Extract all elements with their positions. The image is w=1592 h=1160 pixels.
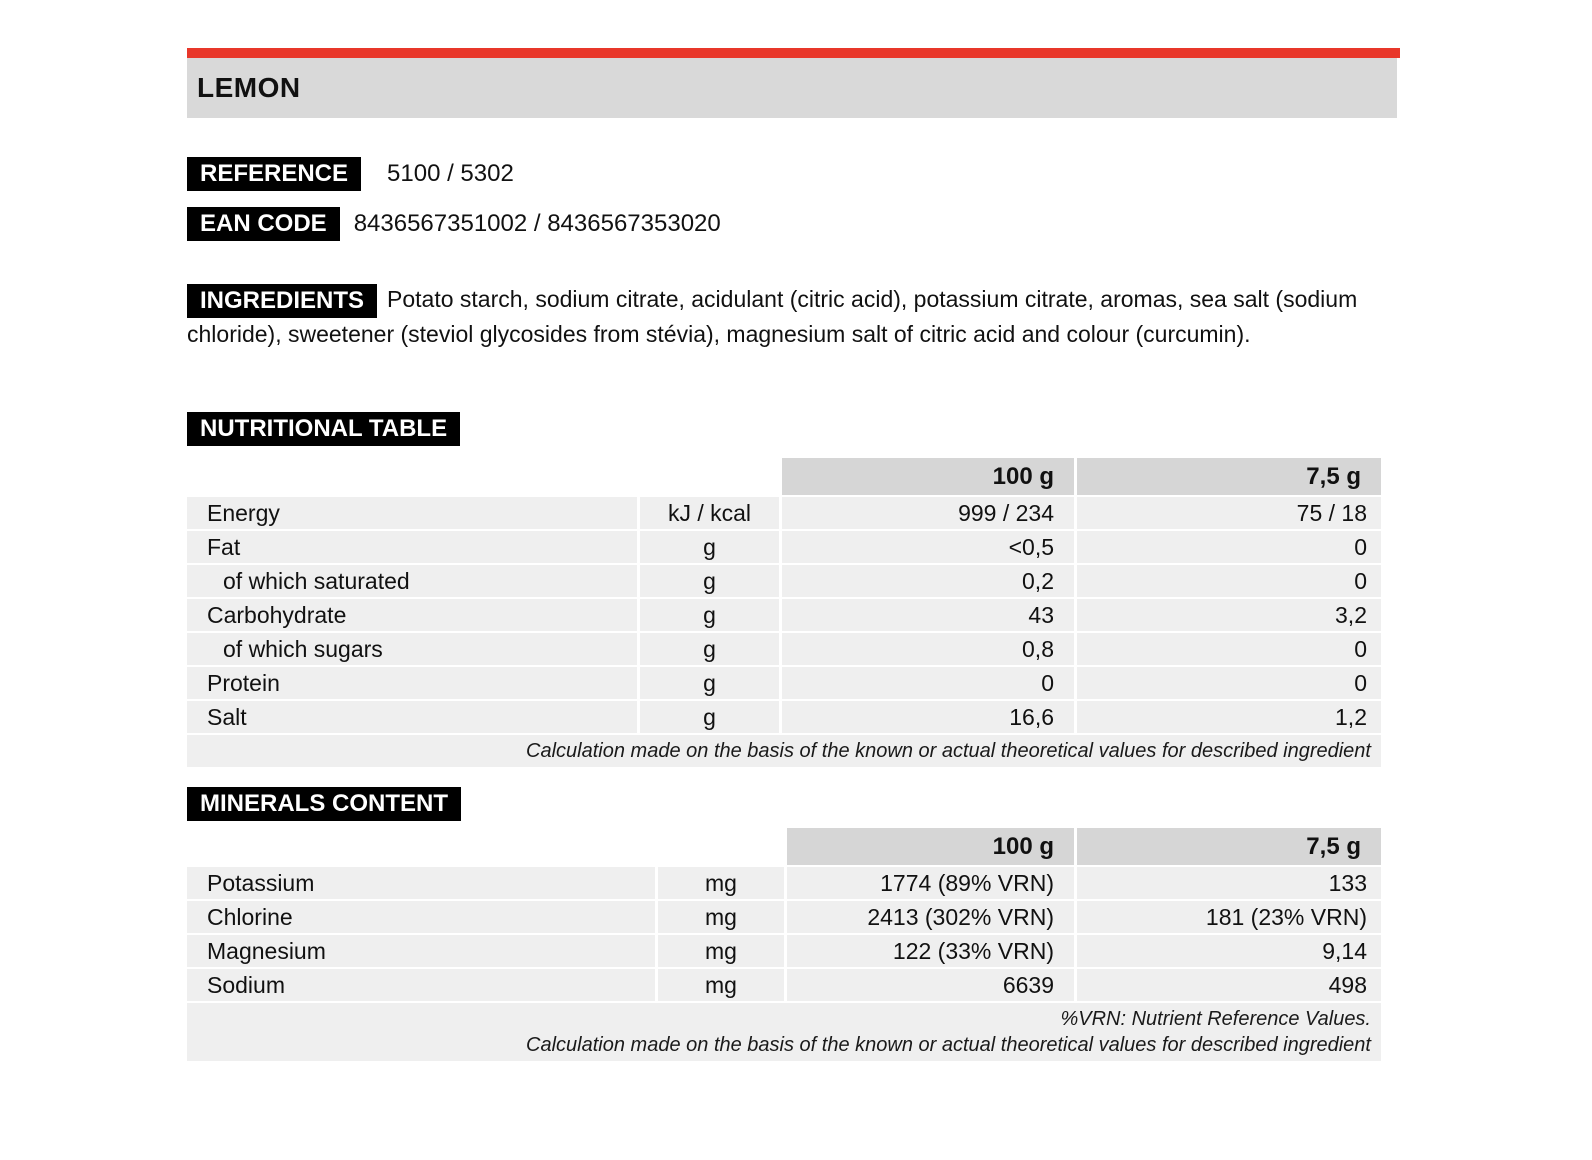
table-row xyxy=(187,497,1381,529)
ean-code-row xyxy=(187,207,721,241)
table-row xyxy=(187,901,1381,933)
row-unit: mg xyxy=(658,969,784,1001)
row-unit: mg xyxy=(658,901,784,933)
row-value-100g: 0,2 xyxy=(782,565,1074,597)
table-row xyxy=(187,969,1381,1001)
nutritional-table-title-badge: NUTRITIONAL TABLE xyxy=(187,412,460,446)
row-value-7-5g: 498 xyxy=(1077,969,1381,1001)
top-accent-bar xyxy=(187,48,1400,58)
row-value-7-5g: 181 (23% VRN) xyxy=(1077,901,1381,933)
table-row xyxy=(187,633,1381,665)
table-row xyxy=(187,701,1381,733)
row-value-100g: 1774 (89% VRN) xyxy=(787,867,1074,899)
ean-code-label-badge: EAN CODE xyxy=(187,207,340,241)
row-unit: mg xyxy=(658,867,784,899)
ean-code-value: 8436567351002 / 8436567353020 xyxy=(353,210,721,237)
header-spacer-label xyxy=(187,458,637,495)
row-label: Fat xyxy=(187,531,637,563)
row-unit: g xyxy=(640,531,779,563)
nutritional-table-header-row xyxy=(187,458,1381,495)
row-value-7-5g: 0 xyxy=(1077,565,1381,597)
row-label: Carbohydrate xyxy=(187,599,637,631)
row-label: Salt xyxy=(187,701,637,733)
row-value-100g: 43 xyxy=(782,599,1074,631)
reference-row xyxy=(187,157,514,191)
row-value-100g: 2413 (302% VRN) xyxy=(787,901,1074,933)
header-spacer-label xyxy=(187,828,655,865)
row-value-100g: 999 / 234 xyxy=(782,497,1074,529)
nutritional-table-footnote xyxy=(187,735,1381,767)
row-unit: g xyxy=(640,701,779,733)
row-value-7-5g: 0 xyxy=(1077,633,1381,665)
row-value-100g: 6639 xyxy=(787,969,1074,1001)
table-row xyxy=(187,599,1381,631)
row-label: Magnesium xyxy=(187,935,655,967)
header-spacer-unit xyxy=(640,458,779,495)
table-row xyxy=(187,565,1381,597)
row-value-100g: 122 (33% VRN) xyxy=(787,935,1074,967)
nutritional-table xyxy=(187,458,1381,767)
ingredients-text: Potato starch, sodium citrate, acidulant (citric acid), potassium citrate, aromas, sea salt (sodium chloride), sweetener (steviol glycosides from stévia), magnesium salt of citric acid and colour (curcumin). xyxy=(187,286,1358,347)
footnote-text: Calculation made on the basis of the known or actual theoretical values for described ingredient xyxy=(526,740,1371,762)
table-row xyxy=(187,531,1381,563)
row-value-100g: <0,5 xyxy=(782,531,1074,563)
row-value-7-5g: 75 / 18 xyxy=(1077,497,1381,529)
row-label: of which sugars xyxy=(187,633,637,665)
minerals-table-body xyxy=(187,867,1381,1001)
minerals-table-header-row xyxy=(187,828,1381,865)
row-label: Energy xyxy=(187,497,637,529)
row-label: Protein xyxy=(187,667,637,699)
row-label: Chlorine xyxy=(187,901,655,933)
minerals-content-title-badge: MINERALS CONTENT xyxy=(187,787,461,821)
reference-value: 5100 / 5302 xyxy=(387,160,514,187)
reference-label-badge: REFERENCE xyxy=(187,157,361,191)
footnote-text: Calculation made on the basis of the known or actual theoretical values for described ingredient xyxy=(526,1034,1371,1056)
table-row xyxy=(187,667,1381,699)
product-title-bar xyxy=(187,58,1397,118)
column-header-100g: 100 g xyxy=(782,458,1074,495)
row-value-7-5g: 9,14 xyxy=(1077,935,1381,967)
minerals-table xyxy=(187,828,1381,1061)
row-unit: g xyxy=(640,565,779,597)
row-label: Potassium xyxy=(187,867,655,899)
ingredients-paragraph xyxy=(187,283,1383,351)
row-unit: g xyxy=(640,667,779,699)
table-row xyxy=(187,867,1381,899)
product-title: LEMON xyxy=(197,72,301,103)
row-unit: kJ / kcal xyxy=(640,497,779,529)
row-label: Sodium xyxy=(187,969,655,1001)
row-label: of which saturated xyxy=(187,565,637,597)
minerals-table-footnotes xyxy=(187,1003,1381,1061)
table-row xyxy=(187,935,1381,967)
column-header-7-5g: 7,5 g xyxy=(1077,828,1381,865)
row-value-7-5g: 3,2 xyxy=(1077,599,1381,631)
row-value-100g: 0,8 xyxy=(782,633,1074,665)
row-unit: mg xyxy=(658,935,784,967)
row-value-7-5g: 1,2 xyxy=(1077,701,1381,733)
row-value-7-5g: 0 xyxy=(1077,531,1381,563)
ingredients-label-badge: INGREDIENTS xyxy=(187,284,377,318)
row-value-100g: 16,6 xyxy=(782,701,1074,733)
row-value-7-5g: 0 xyxy=(1077,667,1381,699)
column-header-7-5g: 7,5 g xyxy=(1077,458,1381,495)
header-spacer-unit xyxy=(658,828,784,865)
row-unit: g xyxy=(640,599,779,631)
row-unit: g xyxy=(640,633,779,665)
nutritional-table-body xyxy=(187,497,1381,733)
column-header-100g: 100 g xyxy=(787,828,1074,865)
footnote-vrn: %VRN: Nutrient Reference Values. xyxy=(1060,1008,1371,1030)
row-value-100g: 0 xyxy=(782,667,1074,699)
row-value-7-5g: 133 xyxy=(1077,867,1381,899)
